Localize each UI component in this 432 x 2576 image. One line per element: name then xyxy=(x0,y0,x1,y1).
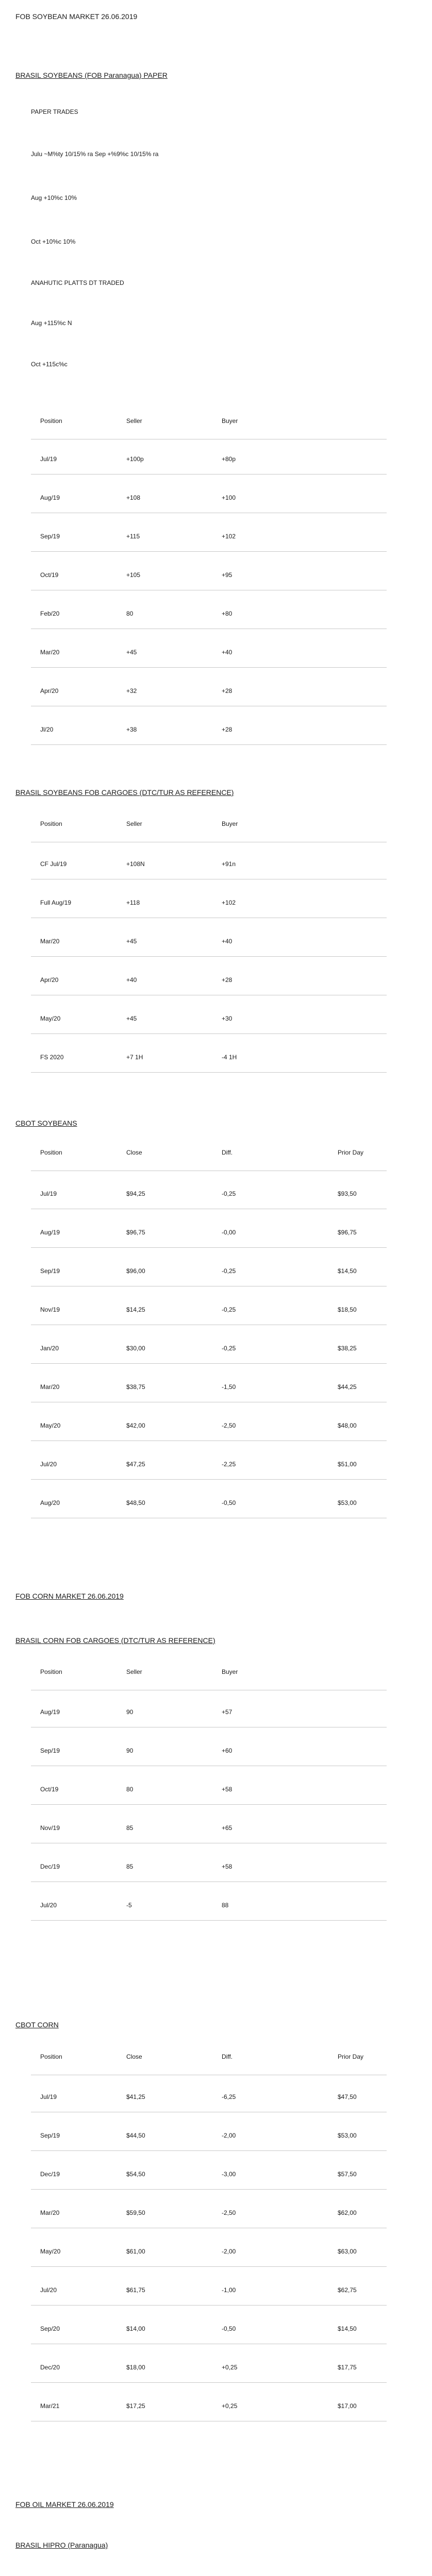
row-value-cell: +58 xyxy=(222,1863,232,1870)
row-value-cell: $96,75 xyxy=(126,1229,145,1236)
row-position-cell: Jul/20 xyxy=(40,1902,57,1909)
section-title-brasil-hipro: BRASIL HIPRO (Paranagua) xyxy=(15,2541,108,2549)
row-value-cell: +108 xyxy=(126,494,141,501)
row-divider xyxy=(31,1072,387,1073)
row-value-cell: $17,25 xyxy=(126,2402,145,2410)
row-value-cell: 90 xyxy=(126,1708,134,1716)
row-value-cell: $38,75 xyxy=(126,1383,145,1391)
row-position-cell: Jul/20 xyxy=(40,2286,57,2294)
row-value-cell: +80 xyxy=(222,610,232,617)
row-value-cell: $14,25 xyxy=(126,1306,145,1313)
row-value-cell: $17,75 xyxy=(338,2364,357,2371)
row-position-cell: Full Aug/19 xyxy=(40,899,72,906)
row-value-cell: +108N xyxy=(126,860,145,868)
row-value-cell: $51,00 xyxy=(338,1461,357,1468)
row-value-cell: 80 xyxy=(126,610,134,617)
row-value-cell: 80 xyxy=(126,1786,134,1793)
row-value-cell: +45 xyxy=(126,938,137,945)
row-value-cell: -0,00 xyxy=(222,1229,236,1236)
paper-trade-line: Aug +10%c 10% xyxy=(31,194,77,201)
row-value-cell: +40 xyxy=(222,938,232,945)
row-divider xyxy=(31,1920,387,1921)
column-header: Buyer xyxy=(222,1668,238,1675)
row-position-cell: Mar/20 xyxy=(40,1383,60,1391)
row-value-cell: $93,50 xyxy=(338,1190,357,1197)
row-position-cell: Apr/20 xyxy=(40,976,59,984)
row-value-cell: +102 xyxy=(222,899,236,906)
row-value-cell: +45 xyxy=(126,649,137,656)
row-value-cell: $53,00 xyxy=(338,2132,357,2139)
section-title-brasil-soybeans-paper: BRASIL SOYBEANS (FOB Paranagua) PAPER xyxy=(15,71,168,79)
row-value-cell: $38,25 xyxy=(338,1345,357,1352)
row-position-cell: Dec/20 xyxy=(40,2364,60,2371)
row-value-cell: +105 xyxy=(126,571,141,579)
column-header: Close xyxy=(126,2053,142,2060)
row-divider xyxy=(31,744,387,745)
row-value-cell: $42,00 xyxy=(126,1422,145,1429)
row-value-cell: 90 xyxy=(126,1747,134,1754)
section-title-brasil-soybeans-cargoes: BRASIL SOYBEANS FOB CARGOES (DTC/TUR AS REFERENCE) xyxy=(15,788,234,796)
row-position-cell: Jul/19 xyxy=(40,2093,57,2100)
row-position-cell: Sep/20 xyxy=(40,2325,60,2332)
section-title-fob-corn-market: FOB CORN MARKET 26.06.2019 xyxy=(15,1592,124,1600)
row-value-cell: +7 1H xyxy=(126,1054,143,1061)
row-position-cell: Sep/19 xyxy=(40,1747,60,1754)
row-position-cell: Mar/20 xyxy=(40,649,60,656)
row-value-cell: $54,50 xyxy=(126,2171,145,2178)
row-value-cell: $96,00 xyxy=(126,1267,145,1275)
row-value-cell: $14,50 xyxy=(338,1267,357,1275)
row-value-cell: $48,50 xyxy=(126,1499,145,1506)
row-value-cell: +95 xyxy=(222,571,232,579)
row-value-cell: $57,50 xyxy=(338,2171,357,2178)
row-value-cell: +58 xyxy=(222,1786,232,1793)
row-value-cell: -4 1H xyxy=(222,1054,237,1061)
analytic-trade-line: Oct +115c%c xyxy=(31,361,68,368)
column-header: Prior Day xyxy=(338,2053,364,2060)
row-value-cell: +57 xyxy=(222,1708,232,1716)
row-divider xyxy=(31,1804,387,1805)
column-header: Position xyxy=(40,417,62,425)
paper-trade-line: Oct +10%c 10% xyxy=(31,238,76,245)
row-value-cell: +45 xyxy=(126,1015,137,1022)
column-header: Position xyxy=(40,2053,62,2060)
row-value-cell: -0,25 xyxy=(222,1267,236,1275)
row-value-cell: -0,25 xyxy=(222,1190,236,1197)
row-divider xyxy=(31,2150,387,2151)
row-position-cell: Jul/19 xyxy=(40,1190,57,1197)
row-position-cell: Jl/20 xyxy=(40,726,54,733)
row-value-cell: -0,50 xyxy=(222,1499,236,1506)
row-value-cell: +60 xyxy=(222,1747,232,1754)
row-divider xyxy=(31,1479,387,1480)
row-value-cell: +40 xyxy=(222,649,232,656)
row-value-cell: +40 xyxy=(126,976,137,984)
row-position-cell: CF Jul/19 xyxy=(40,860,67,868)
section-title-brasil-corn-cargoes: BRASIL CORN FOB CARGOES (DTC/TUR AS REFERENCE) xyxy=(15,1636,215,1645)
row-value-cell: $18,50 xyxy=(338,1306,357,1313)
row-position-cell: Aug/19 xyxy=(40,494,60,501)
row-value-cell: $41,25 xyxy=(126,2093,145,2100)
row-position-cell: May/20 xyxy=(40,2248,61,2255)
row-value-cell: $44,50 xyxy=(126,2132,145,2139)
row-value-cell: +80p xyxy=(222,455,236,463)
column-header: Buyer xyxy=(222,820,238,827)
row-value-cell: $63,00 xyxy=(338,2248,357,2255)
row-position-cell: May/20 xyxy=(40,1422,61,1429)
row-position-cell: Sep/19 xyxy=(40,533,60,540)
row-position-cell: Dec/19 xyxy=(40,1863,60,1870)
column-header: Position xyxy=(40,820,62,827)
row-value-cell: $47,25 xyxy=(126,1461,145,1468)
row-position-cell: Jul/20 xyxy=(40,1461,57,1468)
row-position-cell: Aug/19 xyxy=(40,1708,60,1716)
row-position-cell: Nov/19 xyxy=(40,1824,60,1832)
row-value-cell: $59,50 xyxy=(126,2209,145,2216)
section-title-cbot-corn: CBOT CORN xyxy=(15,2021,59,2029)
column-header: Position xyxy=(40,1668,62,1675)
row-position-cell: Mar/20 xyxy=(40,938,60,945)
row-divider xyxy=(31,551,387,552)
row-position-cell: Dec/19 xyxy=(40,2171,60,2178)
row-divider xyxy=(31,1247,387,1248)
row-value-cell: $30,00 xyxy=(126,1345,145,1352)
paper-trades-heading: PAPER TRADES xyxy=(31,108,78,115)
row-value-cell: -1,50 xyxy=(222,1383,236,1391)
column-header: Position xyxy=(40,1149,62,1156)
row-value-cell: +65 xyxy=(222,1824,232,1832)
row-value-cell: +0,25 xyxy=(222,2402,238,2410)
row-divider xyxy=(31,1363,387,1364)
row-value-cell: -2,25 xyxy=(222,1461,236,1468)
row-position-cell: Sep/19 xyxy=(40,2132,60,2139)
row-value-cell: -0,25 xyxy=(222,1306,236,1313)
row-divider xyxy=(31,667,387,668)
row-value-cell: $61,00 xyxy=(126,2248,145,2255)
section-title-cbot-soybeans: CBOT SOYBEANS xyxy=(15,1119,77,1127)
row-value-cell: $62,75 xyxy=(338,2286,357,2294)
row-position-cell: Sep/19 xyxy=(40,1267,60,1275)
row-value-cell: -0,25 xyxy=(222,1345,236,1352)
row-value-cell: $53,00 xyxy=(338,1499,357,1506)
row-value-cell: +28 xyxy=(222,687,232,694)
analytic-trade-line: Aug +115%c N xyxy=(31,319,72,327)
row-position-cell: Aug/19 xyxy=(40,1229,60,1236)
row-position-cell: Aug/20 xyxy=(40,1499,60,1506)
row-value-cell: $17,00 xyxy=(338,2402,357,2410)
row-position-cell: May/20 xyxy=(40,1015,61,1022)
row-value-cell: -0,50 xyxy=(222,2325,236,2332)
row-value-cell: $18,00 xyxy=(126,2364,145,2371)
paper-trade-line: Julu ~M%ty 10/15% ra Sep +%9%c 10/15% ra xyxy=(31,150,159,158)
row-value-cell: +38 xyxy=(126,726,137,733)
row-value-cell: $94,25 xyxy=(126,1190,145,1197)
row-value-cell: $48,00 xyxy=(338,1422,357,1429)
row-value-cell: -6,25 xyxy=(222,2093,236,2100)
column-header: Seller xyxy=(126,820,142,827)
row-divider xyxy=(31,956,387,957)
column-header: Diff. xyxy=(222,2053,233,2060)
row-value-cell: -2,00 xyxy=(222,2248,236,2255)
row-position-cell: Apr/20 xyxy=(40,687,59,694)
document-title: FOB SOYBEAN MARKET 26.06.2019 xyxy=(15,12,138,21)
row-value-cell: +0,25 xyxy=(222,2364,238,2371)
row-value-cell: +102 xyxy=(222,533,236,540)
row-divider xyxy=(31,2305,387,2306)
row-position-cell: Oct/19 xyxy=(40,571,59,579)
row-divider xyxy=(31,2266,387,2267)
row-position-cell: FS 2020 xyxy=(40,1054,64,1061)
row-position-cell: Oct/19 xyxy=(40,1786,59,1793)
row-position-cell: Mar/20 xyxy=(40,2209,60,2216)
row-value-cell: $47,50 xyxy=(338,2093,357,2100)
row-value-cell: +118 xyxy=(126,899,140,906)
row-value-cell: +91n xyxy=(222,860,236,868)
column-header: Seller xyxy=(126,1668,142,1675)
row-divider xyxy=(31,2189,387,2190)
row-position-cell: Nov/19 xyxy=(40,1306,60,1313)
row-value-cell: +30 xyxy=(222,1015,232,1022)
row-value-cell: 88 xyxy=(222,1902,229,1909)
row-value-cell: -1,00 xyxy=(222,2286,236,2294)
row-divider xyxy=(31,1440,387,1441)
row-value-cell: +115 xyxy=(126,533,140,540)
row-position-cell: Feb/20 xyxy=(40,610,60,617)
row-value-cell: $96,75 xyxy=(338,1229,357,1236)
row-value-cell: +32 xyxy=(126,687,137,694)
row-value-cell: +28 xyxy=(222,726,232,733)
row-divider xyxy=(31,2382,387,2383)
row-value-cell: -2,50 xyxy=(222,2209,236,2216)
row-value-cell: -2,50 xyxy=(222,1422,236,1429)
row-value-cell: +28 xyxy=(222,976,232,984)
analytic-trades-heading: ANAHUTIC PLATTS DT TRADED xyxy=(31,279,124,286)
row-value-cell: $14,50 xyxy=(338,2325,357,2332)
row-value-cell: 85 xyxy=(126,1824,134,1832)
row-value-cell: $61,75 xyxy=(126,2286,145,2294)
column-header: Seller xyxy=(126,417,142,425)
row-value-cell: +100 xyxy=(222,494,236,501)
row-value-cell: -3,00 xyxy=(222,2171,236,2178)
row-position-cell: Jul/19 xyxy=(40,455,57,463)
row-value-cell: $62,00 xyxy=(338,2209,357,2216)
section-title-fob-oil-market: FOB OIL MARKET 26.06.2019 xyxy=(15,2500,114,2509)
row-value-cell: -5 xyxy=(126,1902,132,1909)
column-header: Prior Day xyxy=(338,1149,364,1156)
row-value-cell: +100p xyxy=(126,455,144,463)
row-divider xyxy=(31,1033,387,1034)
row-value-cell: -2,00 xyxy=(222,2132,236,2139)
row-position-cell: Mar/21 xyxy=(40,2402,60,2410)
column-header: Close xyxy=(126,1149,142,1156)
column-header: Buyer xyxy=(222,417,238,425)
row-value-cell: $44,25 xyxy=(338,1383,357,1391)
row-position-cell: Jan/20 xyxy=(40,1345,59,1352)
column-header: Diff. xyxy=(222,1149,233,1156)
row-value-cell: $14,00 xyxy=(126,2325,145,2332)
row-value-cell: 85 xyxy=(126,1863,134,1870)
